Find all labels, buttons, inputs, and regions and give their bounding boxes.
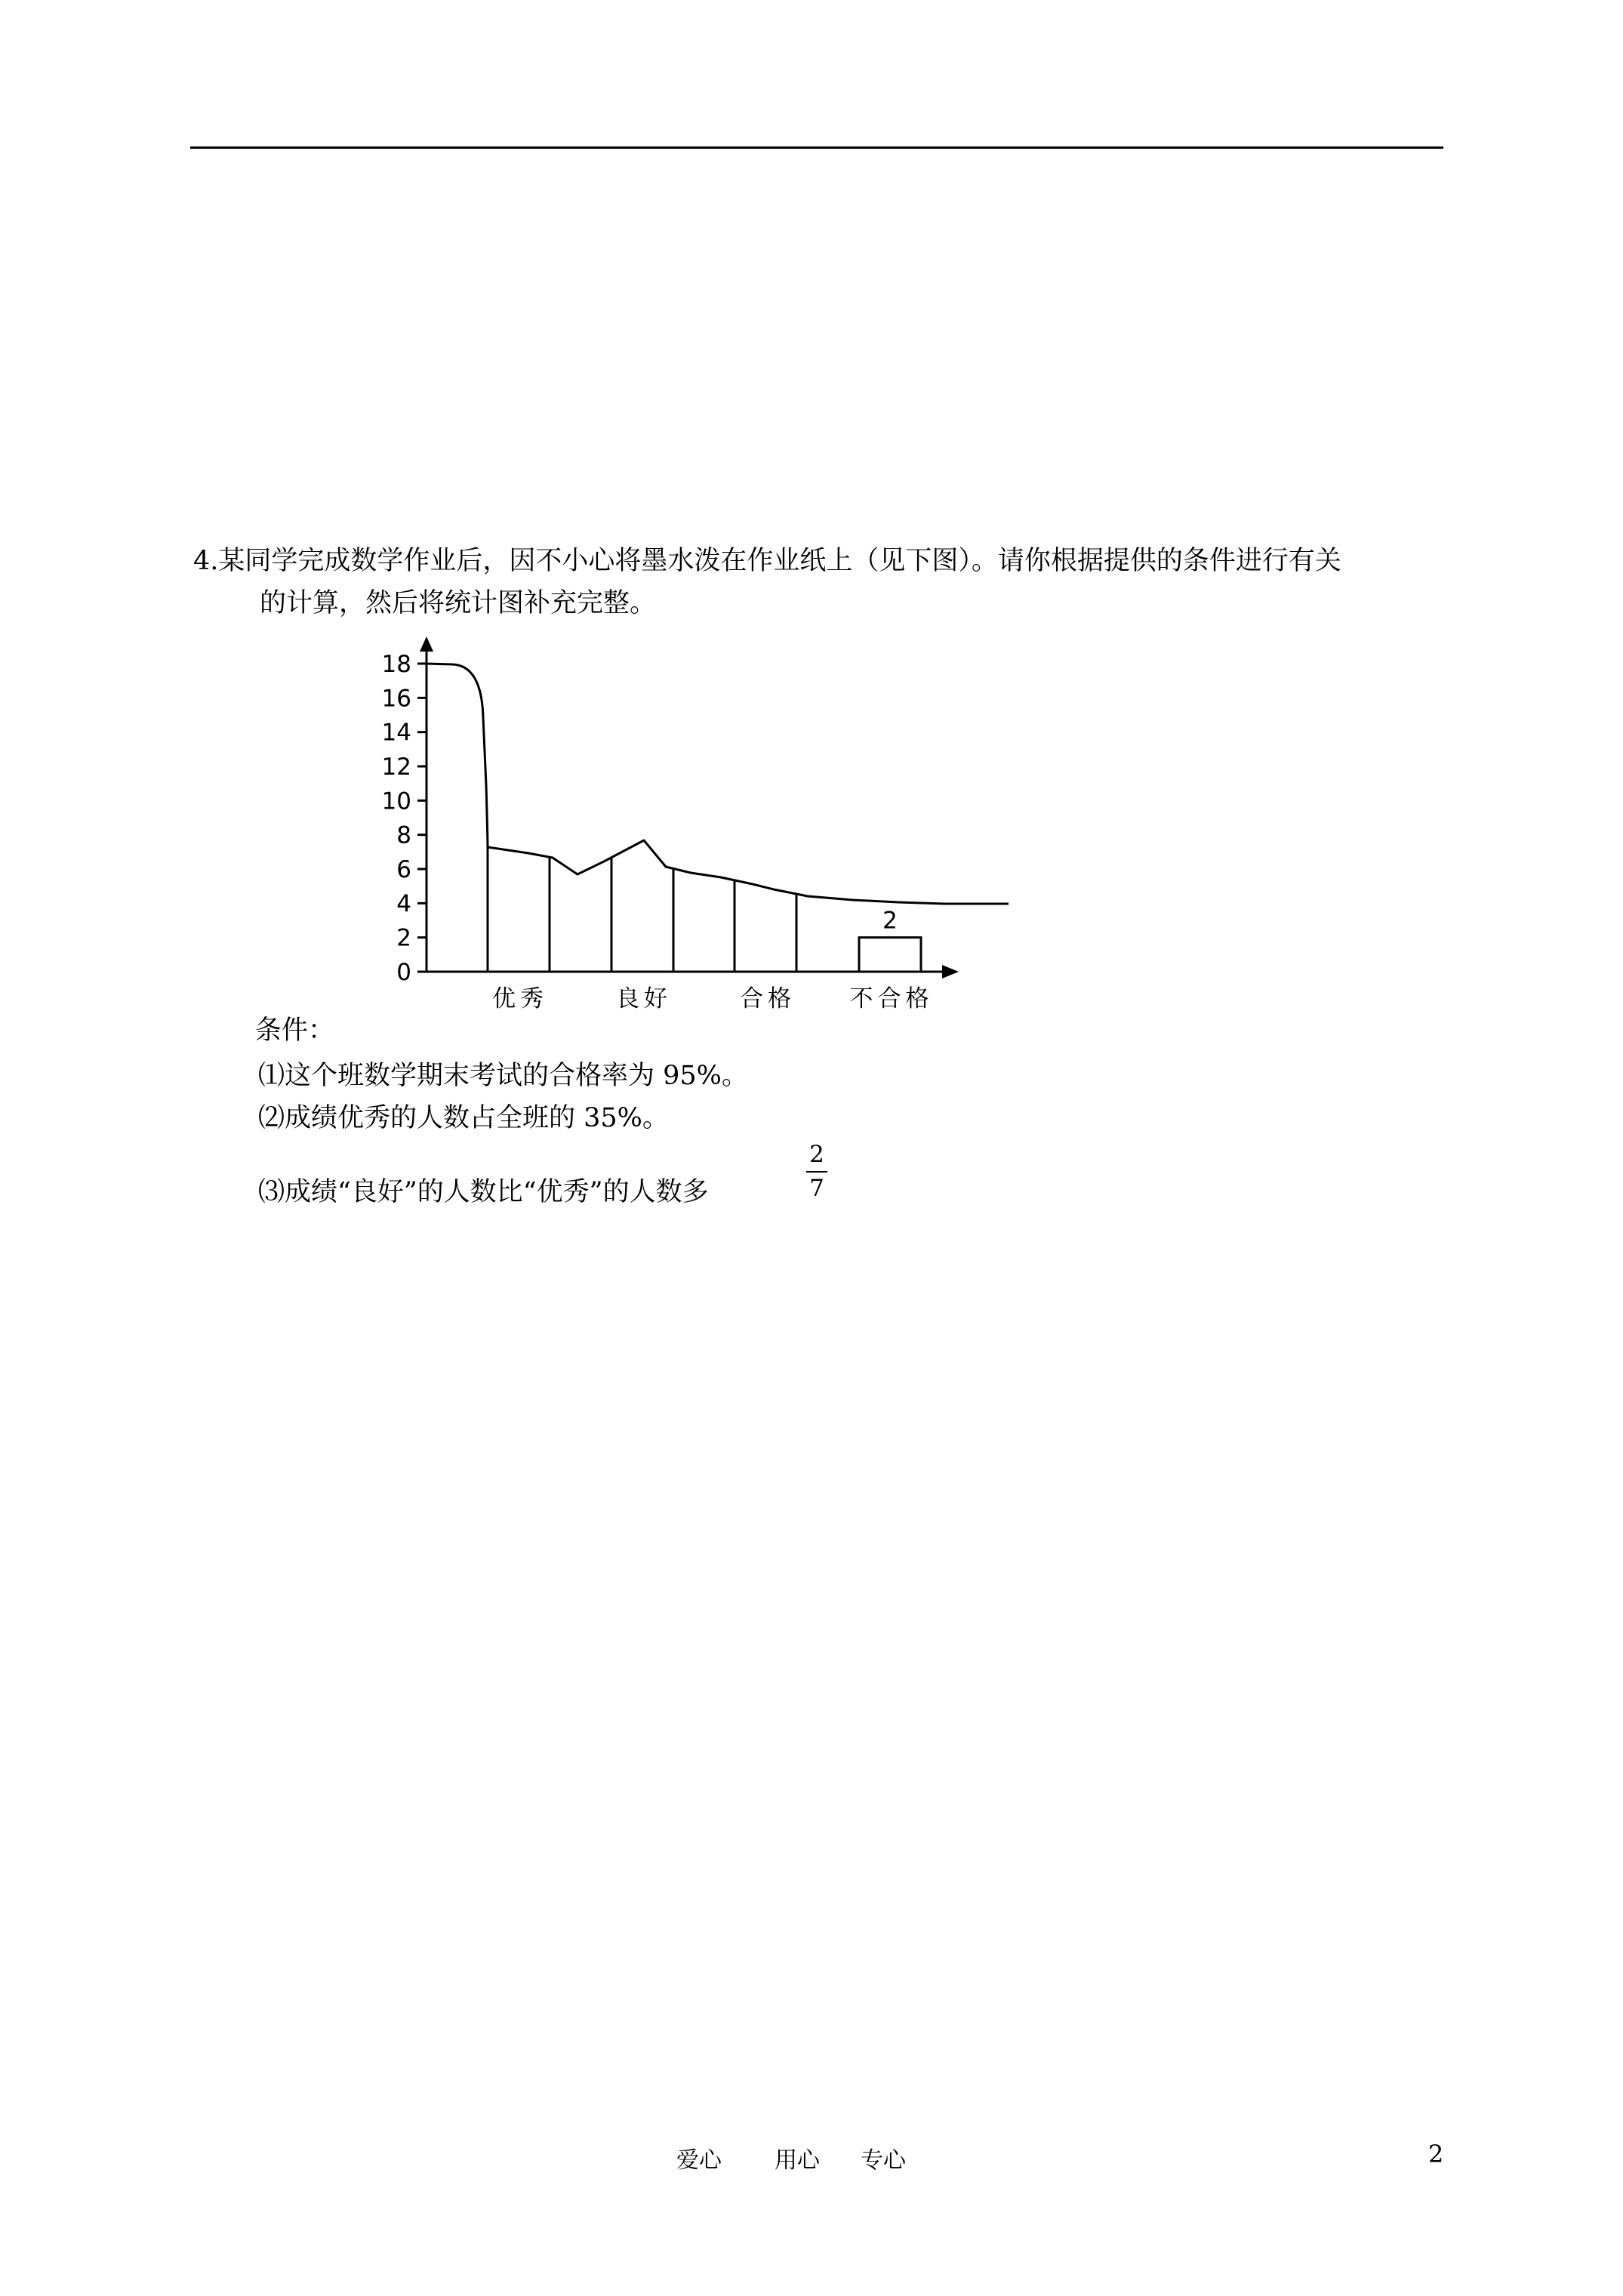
conditions-title: 条件： (255, 1015, 335, 1046)
x-tick-labels (492, 985, 934, 1012)
y-tick-label: 12 (381, 754, 411, 781)
x-tick-label: 合格 (740, 985, 796, 1012)
y-tick-label: 16 (381, 685, 411, 713)
y-tick-label: 18 (381, 651, 411, 678)
y-tick-label: 0 (396, 959, 411, 986)
y-tick-label: 6 (396, 856, 411, 883)
footer-item-1: 爱心 (676, 2147, 722, 2174)
question-line-2: 的计算，然后将统计图补充完整。 (260, 588, 657, 618)
x-tick-label: 优秀 (492, 985, 548, 1012)
header-rule (190, 146, 1443, 149)
y-tick-label: 2 (396, 924, 411, 952)
page-number: 2 (1428, 2140, 1444, 2168)
bar-chart (355, 619, 1019, 1019)
y-tick-label: 14 (381, 719, 411, 747)
y-axis-arrow (420, 636, 433, 652)
footer-item-2: 用心 (775, 2147, 820, 2174)
ink-blot-curve (427, 664, 1009, 904)
footer-item-3: 专心 (861, 2147, 906, 2174)
question-line-1: 4.某同学完成数学作业后，因不小心将墨水泼在作业纸上（见下图）。请你根据提供的条件进行有关 (193, 546, 1341, 576)
fraction-denominator: 7 (809, 1175, 824, 1202)
condition-2: ⑵成绩优秀的人数占全班的 35%。 (258, 1103, 669, 1133)
ink-blot-outline (427, 664, 1009, 904)
fraction-bar (806, 1171, 827, 1173)
y-tick-label: 4 (396, 890, 411, 918)
chart-axes (420, 636, 959, 978)
y-tick-label: 8 (396, 821, 411, 849)
fraction-two-sevenths (806, 1143, 827, 1200)
fraction-numerator: 2 (809, 1141, 824, 1168)
bar-4 (859, 938, 921, 972)
x-tick-label: 不合格 (849, 985, 934, 1012)
y-tick-label: 10 (381, 787, 411, 815)
x-axis-arrow (942, 965, 959, 978)
bar-value-label: 2 (882, 907, 898, 935)
condition-1: ⑴这个班数学期末考试的合格率为 95%。 (258, 1061, 748, 1091)
bars (488, 847, 921, 972)
condition-3: ⑶成绩“良好”的人数比“优秀”的人数多 (258, 1177, 709, 1207)
y-tick-labels (382, 651, 427, 986)
x-tick-label: 良好 (616, 985, 672, 1012)
